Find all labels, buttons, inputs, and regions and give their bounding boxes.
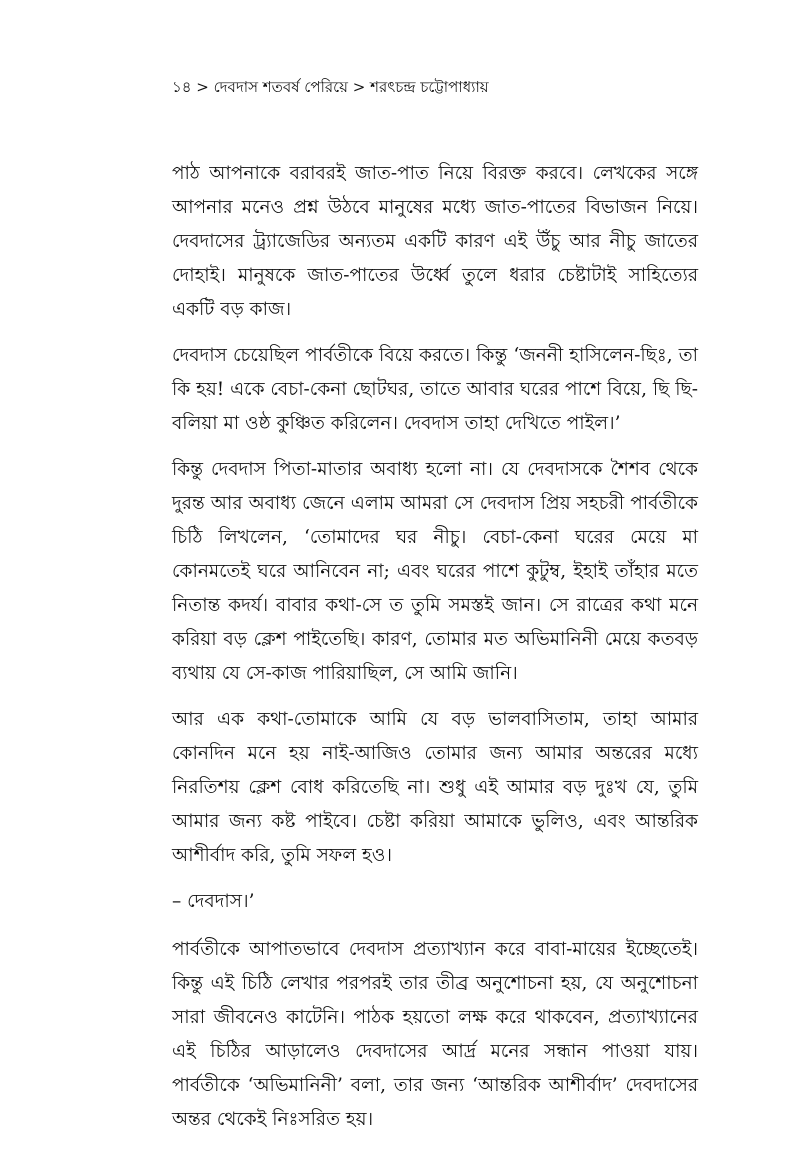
body-text: [172, 157, 698, 1149]
paragraph-2: দেবদাস চেয়েছিল পার্বতীকে বিয়ে করতে। কিন্তু ‘জননী হাসিলেন-ছিঃ, তা কি হয়! একে বেচা-কেনা ছোটঘর, তাতে আবার ঘরের পাশে বিয়ে, ছি ছি-বলিয়া মা ওষ্ঠ কুঞ্চিত করিলেন। দেবদাস তাহা দেখিতে পাইল।’: [172, 345, 698, 434]
paragraph-4: আর এক কথা-তোমাকে আমি যে বড় ভালবাসিতাম, তাহা আমার কোনদিন মনে হয় নাই-আজিও তোমার জন্য আমার অন্তরের মধ্যে নিরতিশয় ক্লেশ বোধ করিতেছি না। শুধু এই আমার বড় দুঃখ যে, তুমি আমার জন্য কষ্ট পাইবে। চেষ্টা করিয়া আমাকে ভুলিও, এবং আন্তরিক আশীর্বাদ করি, তুমি সফল হও।: [172, 709, 698, 866]
paragraph-1: পাঠ আপনাকে বরাবরই জাত-পাত নিয়ে বিরক্ত করবে। লেখকের সঙ্গে আপনার মনেও প্রশ্ন উঠবে মানুষের মধ্যে জাত-পাতের বিভাজন নিয়ে। দেবদাসের ট্র্যাজেডির অন্যতম একটি কারণ এই উঁচু আর নীচু জাতের দোহাই। মানুষকে জাত-পাতের উর্ধ্বে তুলে ধরার চেষ্টাটাই সাহিত্যের একটি বড় কাজ।: [172, 163, 698, 320]
letter-signoff: – দেবদাস।’: [172, 891, 255, 912]
paragraph-3: কিন্তু দেবদাস পিতা-মাতার অবাধ্য হলো না। যে দেবদাসকে শৈশব থেকে দুরন্ত আর অবাধ্য জেনে এলাম আমরা সে দেবদাস প্রিয় সহচরী পার্বতীকে চিঠি লিখলেন, ‘তোমাদের ঘর নীচু। বেচা-কেনা ঘরের মেয়ে মা কোনমতেই ঘরে আনিবেন না; এবং ঘরের পাশে কুটুম্ব, ইহাই তাঁহার মতে নিতান্ত কদর্য। বাবার কথা-সে ত তুমি সমস্তই জান। সে রাত্রের কথা মনে করিয়া বড় ক্লেশ পাইতেছি। কারণ, তোমার মত অভিমানিনী মেয়ে কতবড় ব্যথায় যে সে-কাজ পারিয়াছিল, সে আমি জানি।: [172, 459, 698, 684]
running-head: ১৪ > দেবদাস শতবর্ষ পেরিয়ে > শরৎচন্দ্র চট্টোপাধ্যায়: [172, 78, 489, 96]
paragraph-6: পার্বতীকে আপাতভাবে দেবদাস প্রত্যাখ্যান করে বাবা-মায়ের ইচ্ছেতেই। কিন্তু এই চিঠি লেখার পরপরই তার তীব্র অনুশোচনা হয়, যে অনুশোচনা সারা জীবনেও কাটেনি। পাঠক হয়তো লক্ষ করে থাকবেন, প্রত্যাখ্যানের এই চিঠির আড়ালেও দেবদাসের আর্দ্র মনের সন্ধান পাওয়া যায়। পার্বতীকে ‘অভিমানিনী’ বলা, তার জন্য ‘আন্তরিক আশীর্বাদ’ দেবদাসের অন্তর থেকেই নিঃসরিত হয়।: [172, 939, 698, 1130]
